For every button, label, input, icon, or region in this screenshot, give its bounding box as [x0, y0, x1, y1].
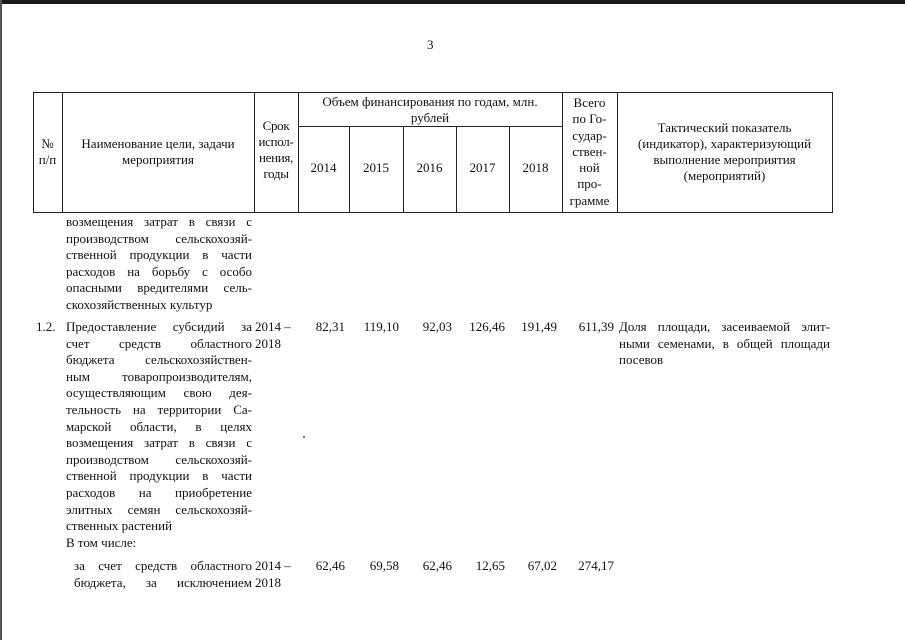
including-label: В том числе: [66, 535, 137, 550]
header-year-2016: 2016 [416, 160, 443, 175]
row-1-2-number: 1.2. [36, 319, 56, 334]
page-left-edge [0, 0, 2, 640]
row-regional-budget-value-2014: 62,46 [315, 558, 345, 573]
row-regional-budget-total: 274,17 [578, 558, 614, 573]
row-1-2-total: 611,39 [578, 319, 614, 334]
header-indicator: Тактический показатель (индикатор), характеризующий выполнение мероприятия (мероприятий) [637, 120, 812, 183]
scan-speck [303, 436, 305, 438]
header-funding-title: Объем финансирования по годам, млн. рублей [322, 94, 538, 125]
funding-subheader-rule [298, 126, 562, 127]
header-top-rule [33, 92, 832, 93]
row-regional-budget-term: 2014 – 2018 [255, 558, 291, 590]
row-1-2-value-2014: 82,31 [315, 319, 345, 334]
row-1-2-value-2015: 119,10 [363, 319, 399, 334]
header-name: Наименование цели, задачи мероприятия [81, 136, 235, 167]
header-term: Срок испол- нения, годы [258, 118, 294, 181]
header-year-2017: 2017 [469, 160, 496, 175]
col-rule-10 [832, 92, 833, 213]
row-1-2-name: Предоставление субсидий за счет средств областного бюджета сельскохозяйствен- ным товаропроизводителям, осуществляющим свою дея- тельность на территории Са- марской области, в целях возмещения затрат в связи с производством сельскохозяй- ственной продукции в части расходов на приобретение элитных семян сельскохозяй- ственных растений [66, 319, 252, 534]
header-bottom-rule [33, 212, 832, 213]
row-1-2-value-2018: 191,49 [521, 319, 557, 334]
row-regional-budget-value-2017: 12,65 [475, 558, 505, 573]
row-1-2-value-2016: 92,03 [422, 319, 452, 334]
header-year-2018: 2018 [522, 160, 549, 175]
row-regional-budget-value-2016: 62,46 [422, 558, 452, 573]
page-number: 3 [427, 37, 434, 52]
row-1-2-value-2017: 126,46 [469, 319, 505, 334]
header-year-2014: 2014 [310, 160, 337, 175]
row-regional-budget-name: за счет средств областного бюджета, за исключением [74, 558, 252, 590]
row-regional-budget-value-2018: 67,02 [527, 558, 557, 573]
row-1-2-indicator: Доля площади, засеиваемой элит- ными семенами, в общей площади посевов [619, 319, 830, 368]
page-top-edge [0, 0, 905, 4]
header-year-2015: 2015 [363, 160, 389, 175]
header-num: № п/п [38, 136, 57, 167]
row-1-2-term: 2014 – 2018 [255, 319, 291, 351]
header-total: Всего по Го- судар- ствен- ной про- грамме [569, 95, 610, 208]
row-regional-budget-value-2015: 69,58 [369, 558, 399, 573]
row-continuation-name: возмещения затрат в связи с производством сельскохозяй- ственной продукции в части расходов на борьбу с особо опасными вредителями сель- скохозяйственных культур [66, 214, 252, 312]
